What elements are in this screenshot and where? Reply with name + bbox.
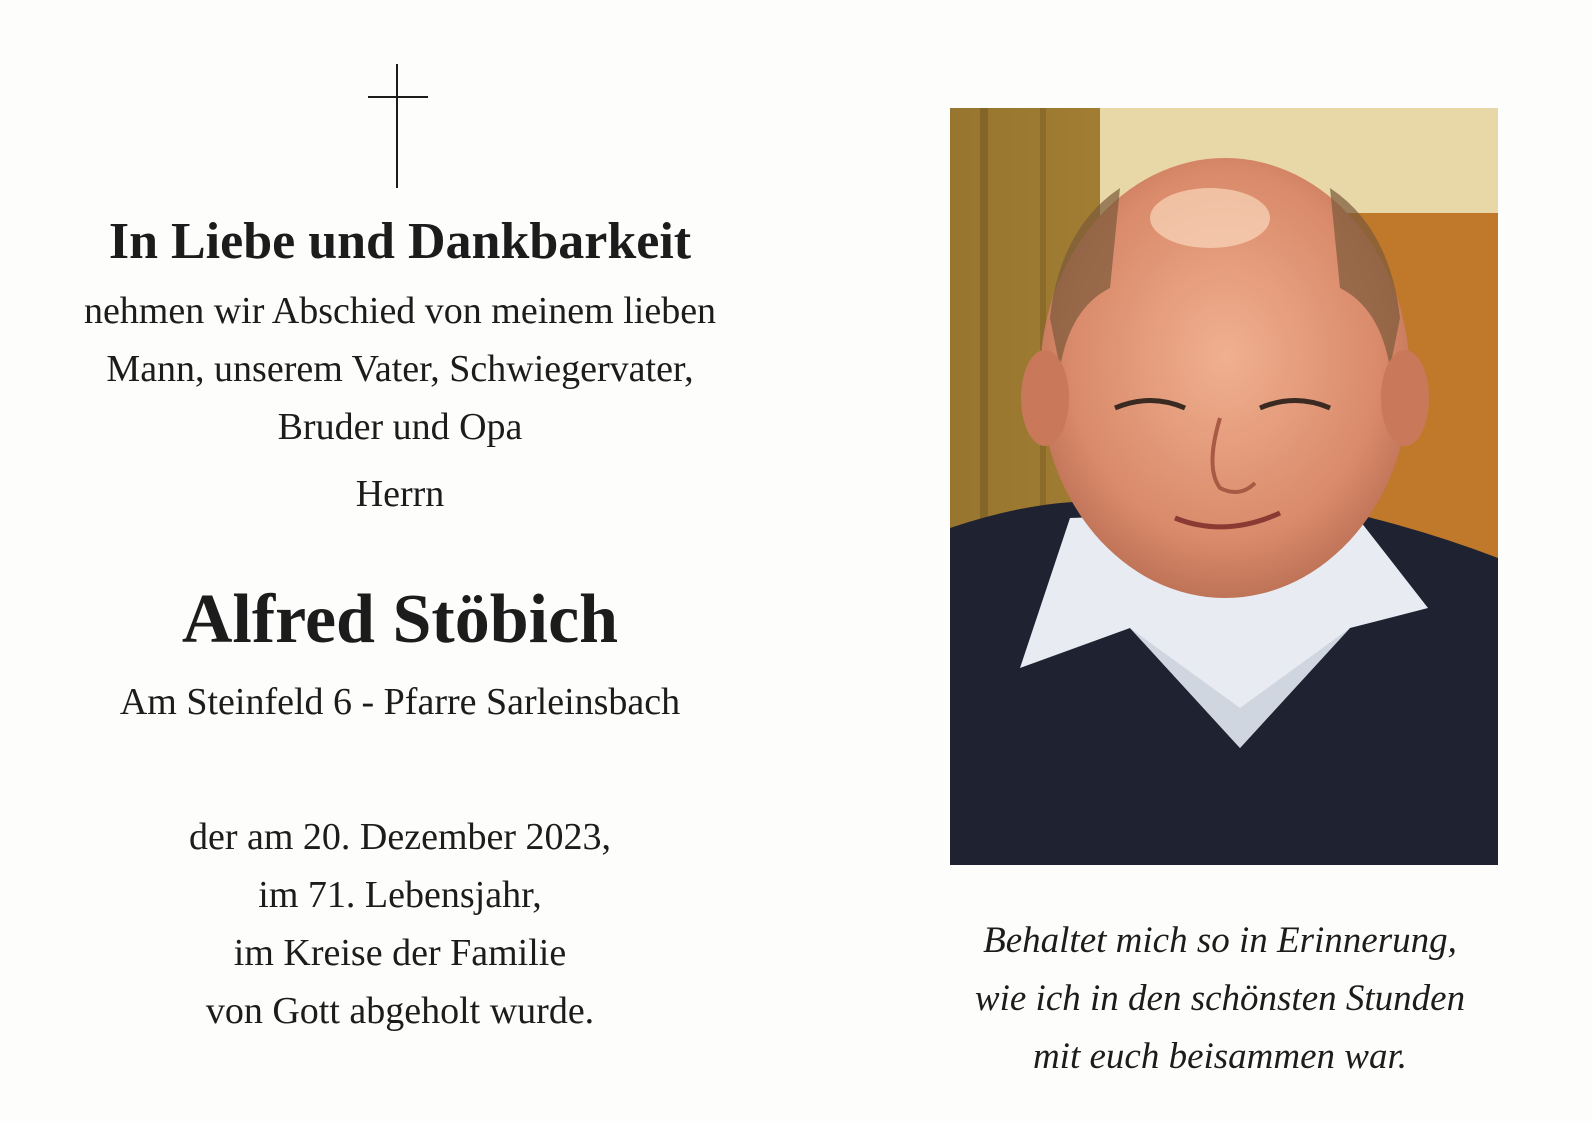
- quote-line: mit euch beisammen war.: [1032, 1036, 1408, 1077]
- card-heading: In Liebe und Dankbarkeit: [108, 213, 692, 270]
- death-line: im Kreise der Familie: [233, 932, 567, 974]
- deceased-name: Alfred Stöbich: [181, 581, 619, 658]
- death-notice: [20, 808, 780, 1040]
- intro-line: nehmen wir Abschied von meinem lieben: [83, 290, 717, 332]
- quote-line: Behaltet mich so in Erinnerung,: [983, 920, 1457, 961]
- intro-text: [20, 282, 780, 456]
- salutation: Herrn: [355, 473, 445, 515]
- portrait-photo: [950, 108, 1498, 865]
- death-line: im 71. Lebensjahr,: [258, 874, 542, 916]
- intro-line: Mann, unserem Vater, Schwiegervater,: [106, 348, 694, 390]
- death-line: der am 20. Dezember 2023,: [188, 816, 612, 858]
- memorial-quote: [920, 912, 1520, 1086]
- cross-icon: [368, 64, 428, 188]
- address: Am Steinfeld 6 - Pfarre Sarleinsbach: [119, 681, 681, 723]
- intro-line: Bruder und Opa: [277, 406, 523, 448]
- death-line: von Gott abgeholt wurde.: [205, 990, 595, 1032]
- quote-line: wie ich in den schönsten Stunden: [974, 978, 1466, 1019]
